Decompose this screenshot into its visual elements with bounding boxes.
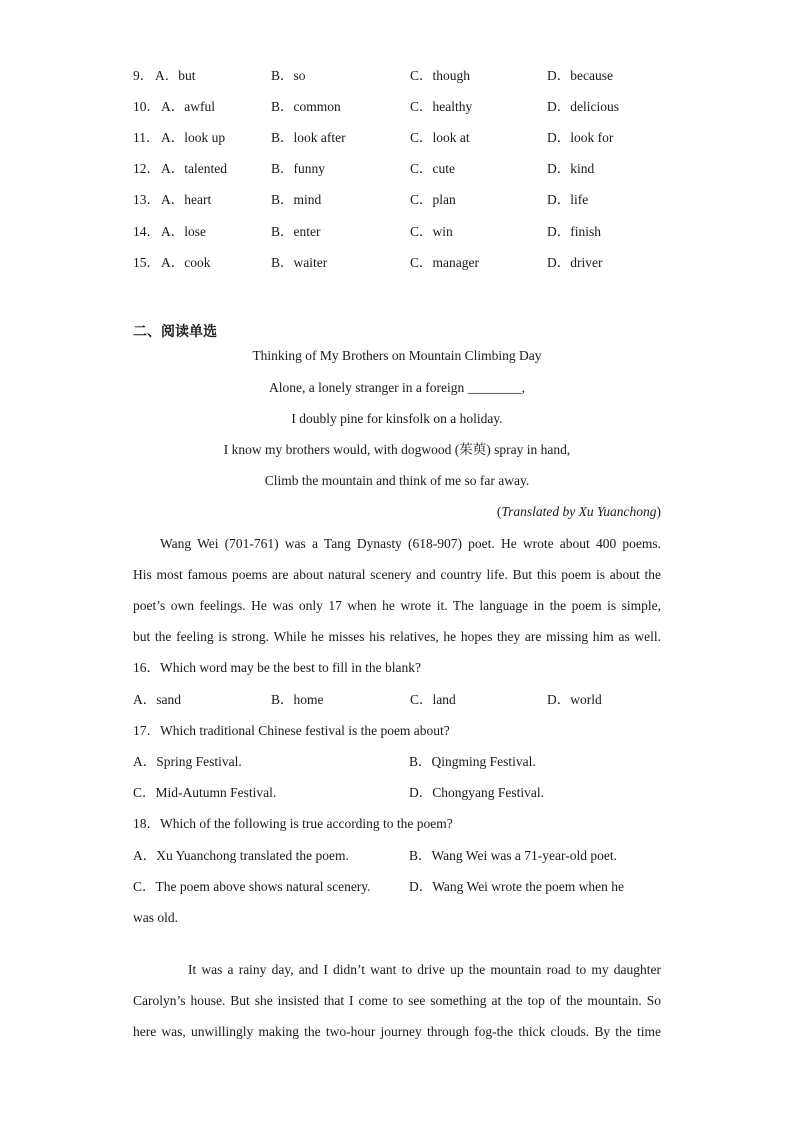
option-b: B．waiter [271, 255, 328, 270]
poem-title: Thinking of My Brothers on Mountain Climbing Day [252, 348, 542, 363]
option-c: C．win [410, 224, 453, 239]
passage2-line-1: It was a rainy day, and I didn’t want to drive up the mountain road to my daughter [188, 962, 661, 977]
option-c: C．healthy [410, 99, 473, 114]
question-number: 12． [133, 161, 160, 176]
passage2-line-2: Carolyn’s house. But she insisted that I come to see something at the top of the mountain. So [133, 993, 661, 1008]
option-b: B．look after [271, 130, 346, 145]
passage-line-1: Wang Wei (701-761) was a Tang Dynasty (618-907) poet. He wrote about 400 poems. [160, 536, 661, 551]
translator-credit: Translated by Xu Yuanchong [501, 504, 657, 519]
question-number: 13． [133, 192, 160, 207]
question-16-stem: 16．Which word may be the best to fill in the blank? [133, 660, 421, 675]
option-d: D．driver [547, 255, 603, 270]
option-b: B．common [271, 99, 341, 114]
credit-close: ) [656, 504, 661, 519]
option-a: A．heart [161, 192, 212, 207]
poem-line-1: Alone, a lonely stranger in a foreign ________, [268, 380, 526, 395]
poem-line-4: Climb the mountain and think of me so far away. [264, 473, 530, 488]
option-d: D．finish [547, 224, 601, 239]
option-b: B．home [271, 692, 324, 707]
option-a: A．look up [161, 130, 226, 145]
question-number: 10． [133, 99, 160, 114]
option-b: B．funny [271, 161, 325, 176]
passage-line-4: but the feeling is strong. While he misses his relatives, he hopes they are missing him as well. [133, 629, 661, 644]
option-c: C．The poem above shows natural scenery. [133, 879, 371, 894]
question-number: 14． [133, 224, 160, 239]
option-a: A．sand [133, 692, 181, 707]
question-18-stem: 18．Which of the following is true according to the poem? [133, 816, 453, 831]
question-number: 11． [133, 130, 160, 145]
option-b: B．Qingming Festival. [409, 754, 536, 769]
option-d: D．world [547, 692, 602, 707]
option-d: D．Chongyang Festival. [409, 785, 544, 800]
option-c: C．Mid-Autumn Festival. [133, 785, 277, 800]
passage2-line-3: here was, unwillingly making the two-hour journey through fog-the thick clouds. By the time [133, 1024, 661, 1039]
option-d-continuation: was old. [133, 910, 178, 925]
option-d: D．delicious [547, 99, 619, 114]
option-a-text: A．but [155, 68, 196, 83]
passage-line-3: poet’s own feelings. He was only 17 when he wrote it. The language in the poem is simple, [133, 598, 661, 613]
option-c: C．though [410, 68, 471, 83]
option-c: C．cute [410, 161, 455, 176]
option-d: D．look for [547, 130, 614, 145]
option-a: A．lose [161, 224, 206, 239]
option-a: A．Spring Festival. [133, 754, 242, 769]
section-title: 二、阅读单选 [133, 324, 217, 340]
option-d: D．because [547, 68, 613, 83]
option-c: C．look at [410, 130, 470, 145]
option-a: A．talented [161, 161, 227, 176]
option-c: C．land [410, 692, 456, 707]
option-a: 9． [133, 68, 154, 83]
question-number: 15． [133, 255, 160, 270]
option-d: D．kind [547, 161, 595, 176]
credit-open: ( [496, 504, 502, 519]
poem-line-3: I know my brothers would, with dogwood (茱萸) spray in hand, [223, 442, 571, 457]
option-b: B．enter [271, 224, 321, 239]
poem-credit [133, 502, 661, 522]
question-17-stem: 17．Which traditional Chinese festival is the poem about? [133, 723, 450, 738]
option-d: D．life [547, 192, 589, 207]
option-b: B．so [271, 68, 306, 83]
poem-line-2: I doubly pine for kinsfolk on a holiday. [291, 411, 503, 426]
option-b: B．mind [271, 192, 322, 207]
option-a: A．Xu Yuanchong translated the poem. [133, 848, 349, 863]
passage-line-2: His most famous poems are about natural scenery and country life. But this poem is about the [133, 567, 661, 582]
option-b: B．Wang Wei was a 71-year-old poet. [409, 848, 617, 863]
option-c: C．manager [410, 255, 479, 270]
option-a: A．awful [161, 99, 215, 114]
option-a: A．cook [161, 255, 211, 270]
option-d: D．Wang Wei wrote the poem when he [409, 879, 625, 894]
option-c: C．plan [410, 192, 456, 207]
